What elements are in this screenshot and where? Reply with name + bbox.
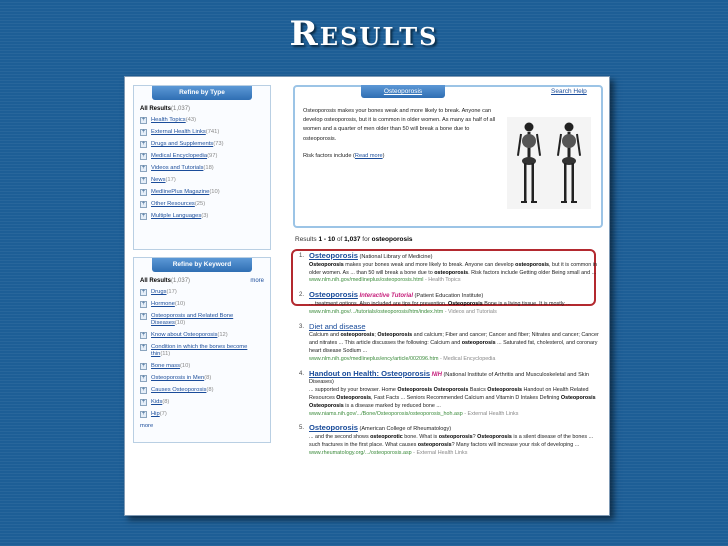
expand-icon[interactable]: + <box>141 153 146 159</box>
result-category: - External Health Links <box>411 449 468 456</box>
refine-by-keyword-header: Refine by Keyword <box>152 258 252 272</box>
expand-icon[interactable]: + <box>141 177 146 183</box>
facet-count: (8) <box>206 387 214 393</box>
facet-label[interactable]: Drugs <box>151 289 167 295</box>
facet-label[interactable]: Medical Encyclopedia <box>151 153 208 159</box>
facet-count: (43) <box>185 117 197 123</box>
facet-count: (17) <box>166 289 177 295</box>
facet-count: (10) <box>180 363 191 369</box>
expand-icon[interactable]: + <box>141 313 146 319</box>
result-url[interactable]: www.niams.nih.gov/.../Bone/Osteoporosis/osteoporosis_hoh.asp - External Health Links <box>309 410 519 417</box>
result-category: - Health Topics <box>423 277 461 284</box>
facet-label[interactable]: Drugs and Supplements <box>151 141 214 147</box>
type-facet-health-topics[interactable] <box>140 117 264 124</box>
search-help-link[interactable]: Search Help <box>551 88 587 95</box>
expand-icon[interactable]: + <box>141 129 146 135</box>
facet-count: (8) <box>162 399 170 405</box>
facet-count: (18) <box>203 165 214 171</box>
search-result <box>299 251 605 285</box>
result-url[interactable]: www.nlm.nih.gov/medlineplus/osteoporosis.html - Health Topics <box>309 277 461 284</box>
search-result <box>299 368 605 419</box>
expand-icon[interactable]: + <box>141 189 146 195</box>
results-list <box>299 251 605 464</box>
keyword-facet-drugs[interactable] <box>140 289 264 296</box>
facet-label[interactable]: External Health Links <box>151 129 206 135</box>
result-source: (Patient Education Institute) <box>414 293 484 300</box>
result-category: - Medical Encyclopedia <box>438 355 496 362</box>
facet-count: (8) <box>204 375 212 381</box>
search-result <box>299 423 605 457</box>
facet-count: (11) <box>160 351 171 357</box>
keyword-facet-hormone[interactable] <box>140 301 264 308</box>
result-heading <box>309 252 605 262</box>
type-facet-videos-and-tutorials[interactable] <box>140 165 264 172</box>
keyword-facet-bone-mass[interactable] <box>140 363 264 370</box>
topic-paragraph: Osteoporosis makes your bones weak and more likely to break. Anyone can develop osteoporosis, but it is common in older women. As many as half of all women and a quarter of men older than 50 will break a bone due to osteoporosis. <box>303 108 496 142</box>
expand-icon[interactable]: + <box>141 213 146 219</box>
result-number: 3. <box>299 323 305 330</box>
facet-label[interactable]: Videos and Tutorials <box>151 165 204 171</box>
facet-count: (17) <box>165 177 176 183</box>
results-count: Results 1 - 10 of 1,037 for osteoporosis <box>295 236 413 243</box>
expand-icon[interactable]: + <box>141 411 146 417</box>
result-title-link[interactable]: Handout on Health: Osteoporosis <box>309 368 431 378</box>
expand-icon[interactable]: + <box>141 387 146 393</box>
result-source: (National Library of Medicine) <box>359 254 433 260</box>
facet-label[interactable]: Multiple Languages <box>151 213 202 219</box>
more-link[interactable]: more <box>140 423 154 429</box>
expand-icon[interactable]: + <box>141 117 146 123</box>
expand-icon[interactable]: + <box>141 375 146 381</box>
result-tag: Interactive Tutorial <box>359 293 414 300</box>
result-number: 2. <box>299 292 305 299</box>
facet-label[interactable]: Causes Osteoporosis <box>151 387 207 393</box>
result-number: 4. <box>299 370 305 377</box>
facet-label[interactable]: Osteoporosis and Related Bone Diseases <box>151 313 234 326</box>
result-title-link[interactable]: Osteoporosis <box>309 423 358 433</box>
result-snippet: Osteoporosis makes your bones weak and more likely to break. Anyone can develop osteoporosis, but it is common in older women. As ... than 50 will break a bone due to osteoporosis. Risk factors include Getting older Being small and ... <box>309 261 597 276</box>
read-more-link[interactable]: Read more <box>354 152 383 159</box>
facet-label[interactable]: Kids <box>151 399 163 405</box>
facet-label[interactable]: Hip <box>151 411 160 417</box>
result-heading <box>309 370 605 388</box>
expand-icon[interactable]: + <box>141 332 146 338</box>
topic-summary-text <box>303 107 499 169</box>
refine-by-type-panel <box>133 85 271 250</box>
facet-count: (12) <box>217 332 228 338</box>
result-snippet: Calcium and osteoporosis; Osteoporosis and calcium; Fiber and cancer; Cancer and fiber; Nitrates and cancer; Cancer and nitrates ... This article discusses the following: Calcium and osteoporosis ... Saturated fat, cholesterol, and coronary heart disease Sodium ... <box>309 332 599 354</box>
facet-label[interactable]: Bone mass <box>151 363 180 369</box>
facet-label[interactable]: Know about Osteoporosis <box>151 332 218 338</box>
all-results-row[interactable]: All Results(1,037) more <box>140 278 264 284</box>
type-facet-multiple-languages[interactable] <box>140 213 264 220</box>
facet-label[interactable]: Hormone <box>151 301 175 307</box>
slide-title: Results <box>289 14 439 54</box>
result-url[interactable]: www.rheumatology.org/.../osteoporosis.asp - External Health Links <box>309 449 468 456</box>
type-facet-news[interactable] <box>140 177 264 184</box>
facet-count: (7) <box>159 411 167 417</box>
result-heading <box>309 291 605 301</box>
result-snippet: ... supported by your browser. Home Osteoporosis Osteoporosis Basics Osteoporosis Handout on Health Related Resources Osteoporosis, Fast Facts ... Seniors Recommended Calcium and Vitamin D Intakes Defining Osteoporosis Osteoporosis is a disease marked by reduced bone ... <box>309 387 596 409</box>
health-topic-summary <box>293 85 603 228</box>
type-facet-external-health-links[interactable] <box>140 129 264 136</box>
type-facet-medlineplus-magazine[interactable] <box>140 189 264 196</box>
facet-count: (741) <box>205 129 220 135</box>
keyword-facet-osteoporosis-in-men[interactable] <box>140 375 264 382</box>
tab-osteoporosis[interactable]: Osteoporosis <box>361 85 445 98</box>
expand-icon[interactable]: + <box>141 363 146 369</box>
result-number: 5. <box>299 425 305 432</box>
facet-count: (10) <box>174 301 186 307</box>
facet-count: (10) <box>174 320 186 326</box>
more-link[interactable]: more <box>250 278 264 284</box>
expand-icon[interactable]: + <box>141 399 146 405</box>
screenshot-frame <box>124 76 610 516</box>
expand-icon[interactable]: + <box>141 301 146 307</box>
type-facet-medical-encyclopedia[interactable] <box>140 153 264 160</box>
refine-by-type-header: Refine by Type <box>152 86 252 100</box>
result-tag: NIH <box>431 371 442 378</box>
facet-label[interactable]: Condition in which the bones become thin <box>151 344 248 357</box>
keyword-facet-kids[interactable] <box>140 399 264 406</box>
expand-icon[interactable]: + <box>141 201 146 207</box>
result-source: (American College of Rheumatology) <box>359 426 452 433</box>
result-number: 1. <box>299 253 305 259</box>
facet-label[interactable]: Other Resources <box>151 201 195 207</box>
facet-count: (3) <box>201 213 209 219</box>
facet-count: (10) <box>209 189 220 195</box>
expand-icon[interactable]: + <box>141 141 146 147</box>
skeleton-xray-image <box>507 117 591 209</box>
expand-icon[interactable]: + <box>141 165 146 171</box>
keyword-facet-condition-in-which-the-bones-become-thin[interactable] <box>140 344 264 358</box>
expand-icon[interactable]: + <box>141 289 146 295</box>
facet-label[interactable]: Health Topics <box>151 117 186 123</box>
facet-label[interactable]: Osteoporosis in Men <box>151 375 205 381</box>
result-heading <box>309 424 605 434</box>
type-facet-drugs-and-supplements[interactable] <box>140 141 264 148</box>
keyword-facet-osteoporosis-and-related-bone-diseases[interactable] <box>140 313 264 327</box>
result-url[interactable]: www.nlm.nih.gov/.../tutorials/osteoporosis/htm/index.htm - Videos and Tutorials <box>309 308 497 315</box>
result-source: (National Institute of Arthritis and Musculoskeletal and Skin Diseases) <box>309 371 589 386</box>
expand-icon[interactable]: + <box>141 344 146 350</box>
result-url[interactable]: www.nlm.nih.gov/medlineplus/ency/article/002096.htm - Medical Encyclopedia <box>309 355 496 362</box>
search-result <box>299 290 605 316</box>
result-snippet: ... and the second shows osteoporotic bone. What is osteoporosis? Osteoporosis is a silent disease of the bones ... such fractures in the first place. What causes osteoporosis? Many factors will increase your risk of developing ... <box>309 434 594 448</box>
result-heading <box>309 323 605 333</box>
facet-label[interactable]: News <box>151 177 166 183</box>
result-title-link[interactable]: Osteoporosis <box>309 290 358 300</box>
facet-label[interactable]: MedlinePlus Magazine <box>151 189 210 195</box>
type-facet-other-resources[interactable] <box>140 201 264 208</box>
facet-count: (25) <box>194 201 206 207</box>
result-title-link[interactable]: Osteoporosis <box>309 251 358 260</box>
refine-by-keyword-panel <box>133 257 271 443</box>
risk-factors: Risk factors include (Read more) <box>303 152 385 159</box>
result-title-link[interactable]: Diet and disease <box>309 321 366 331</box>
search-result <box>299 321 605 364</box>
result-category: - External Health Links <box>462 410 519 417</box>
all-results-row[interactable]: All Results(1,037) <box>140 106 191 112</box>
keyword-facet-causes-osteoporosis[interactable] <box>140 387 264 394</box>
result-snippet: ... treatment options. Also included are tips for prevention. Osteoporosis Bone is a living tissue. It is mostly ... <box>309 300 571 307</box>
keyword-facet-know-about-osteoporosis[interactable] <box>140 332 264 339</box>
keyword-facet-hip[interactable] <box>140 411 264 418</box>
facet-count: (73) <box>213 141 224 147</box>
result-category: - Videos and Tutorials <box>443 308 497 315</box>
facet-count: (97) <box>207 153 218 159</box>
